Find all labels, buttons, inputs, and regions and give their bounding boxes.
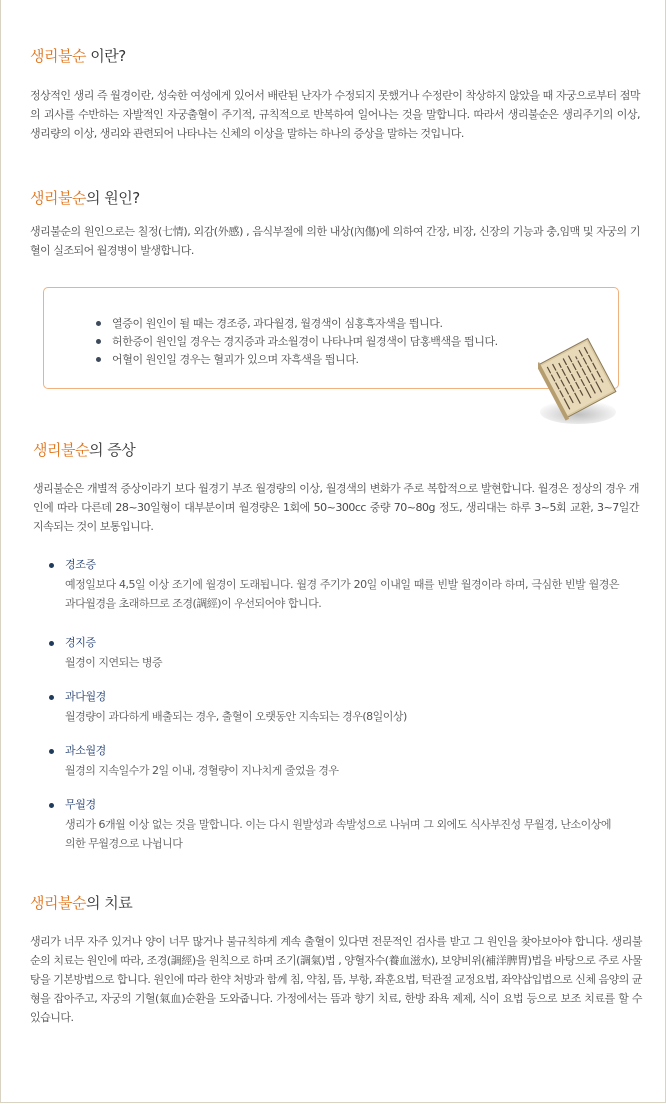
list-item: 허한증이 원인일 경우는 경지증과 과소월경이 나타나며 월경색이 담홍백색을 띕니다. — [96, 333, 498, 351]
symptom-title: 경지증 — [65, 636, 96, 649]
bullet-dot-icon — [96, 357, 101, 362]
heading-accent: 생리불순 — [30, 894, 86, 912]
symptom-description: 예정일보다 4,5일 이상 조기에 월경이 도래됩니다. 월경 주기가 20일 이내일 때를 빈발 월경이라 하며, 극심한 빈발 월경은 과다월경을 초래하므로 조경(調經)이 우선되어야 합니다. — [65, 578, 619, 610]
symptom-title: 경조증 — [65, 558, 96, 571]
list-item — [49, 797, 619, 853]
heading-rest: 이란? — [85, 47, 126, 65]
list-item: 어혈이 원인일 경우는 혈괴가 있으며 자흑색을 띕니다. — [96, 351, 498, 369]
cause-note-box — [43, 287, 619, 389]
heading-rest: 의 원인? — [85, 189, 140, 207]
list-item — [49, 635, 619, 689]
list-item — [49, 743, 619, 797]
section-heading-cause — [30, 187, 140, 208]
heading-accent: 생리불순 — [30, 189, 86, 207]
treatment-paragraph: 생리가 너무 자주 있거나 양이 너무 많거나 불규칙하게 계속 출혈이 있다면 전문적인 검사를 받고 그 원인을 찾아보아야 합니다. 생리불순의 치료는 원인에 따라, 조경(調經)을 원칙으로 하며 조기(調氣)법 , 양혈자수(養血滋水), 보양비위(補洋脾胃)법을 바탕으로 주로 사물탕을 기본방법으로 합니다. 원인에 따라 한약 처방과 함께 침, 약침, 뜸, 부항, 좌훈요법, 턱관절 교정요법, 좌약삽입법으로 신체 음양의 균형을 잡아주고, 자궁의 기혈(氣血)순환을 도와줍니다. 가정에서는 뜸과 향기 치료, 한방 좌욕 제제, 식이 요법 등으로 보조 치료를 할 수 있습니다. — [30, 935, 642, 1024]
symptom-list — [49, 557, 619, 853]
symptom-description: 생리가 6개월 이상 없는 것을 말합니다. 이는 다시 원발성과 속발성으로 나뉘며 그 외에도 식사부진성 무월경, 난소이상에 의한 무월경으로 나뉩니다 — [65, 818, 611, 850]
bullet-dot-icon — [49, 749, 54, 754]
list-item — [49, 557, 619, 627]
section-heading-treatment — [30, 892, 132, 913]
symptom-title: 과다월경 — [65, 690, 106, 703]
bullet-dot-icon — [49, 695, 54, 700]
section-heading-symptoms — [33, 439, 135, 460]
bullet-dot-icon — [49, 563, 54, 568]
list-item: 열증이 원인이 될 때는 경조증, 과다월경, 월경색이 심홍흑자색을 띕니다. — [96, 315, 498, 333]
heading-rest: 의 증상 — [88, 441, 136, 459]
heading-accent: 생리불순 — [30, 47, 86, 65]
bullet-dot-icon — [49, 803, 54, 808]
old-book-scroll-image — [538, 330, 618, 430]
symptoms-paragraph: 생리불순은 개별적 증상이라기 보다 월경기 부조 월경량의 이상, 월경색의 변화가 주로 복합적으로 발현합니다. 월경은 정상의 경우 개인에 따라 다른데 28~30일형이 대부분이며 월경량은 1회에 50~300cc 중량 70~80g 정도, 생리대는 하루 3~5회 교환, 3~7일간 지속되는 것이 보통입니다. — [33, 482, 639, 533]
list-item — [49, 689, 619, 743]
definition-paragraph: 정상적인 생리 즉 월경이란, 성숙한 여성에게 있어서 배란된 난자가 수정되지 못했거나 수정란이 착상하지 않았을 때 자궁으로부터 점막의 괴사를 수반하는 자발적인 자궁출혈이 주기적, 규칙적으로 반복하여 일어나는 것을 말합니다. 따라서 생리불순은 생리주기의 이상, 생리량의 이상, 생리와 관련되어 나타나는 신체의 이상을 말하는 하나의 증상을 말하는 것입니다. — [30, 89, 640, 140]
heading-accent: 생리불순 — [33, 441, 89, 459]
heading-rest: 의 치료 — [85, 894, 133, 912]
cause-paragraph: 생리불순의 원인으로는 칠정(七情), 외감(外感) , 음식부절에 의한 내상(內傷)에 의하여 간장, 비장, 신장의 기능과 충,임맥 및 자궁의 기혈이 실조되어 월경병이 발생합니다. — [30, 225, 640, 257]
bullet-dot-icon — [96, 321, 101, 326]
symptom-title: 무월경 — [65, 798, 96, 811]
symptom-description: 월경이 지연되는 병증 — [65, 656, 163, 669]
bullet-dot-icon — [96, 339, 101, 344]
cause-note-list — [96, 315, 498, 369]
symptom-title: 과소월경 — [65, 744, 106, 757]
bullet-dot-icon — [49, 641, 54, 646]
symptom-description: 월경의 지속일수가 2일 이내, 경혈량이 지나치게 줄었을 경우 — [65, 764, 339, 777]
symptom-description: 월경량이 과다하게 배출되는 경우, 출혈이 오랫동안 지속되는 경우(8일이상) — [65, 710, 407, 723]
section-heading-definition — [30, 45, 126, 66]
